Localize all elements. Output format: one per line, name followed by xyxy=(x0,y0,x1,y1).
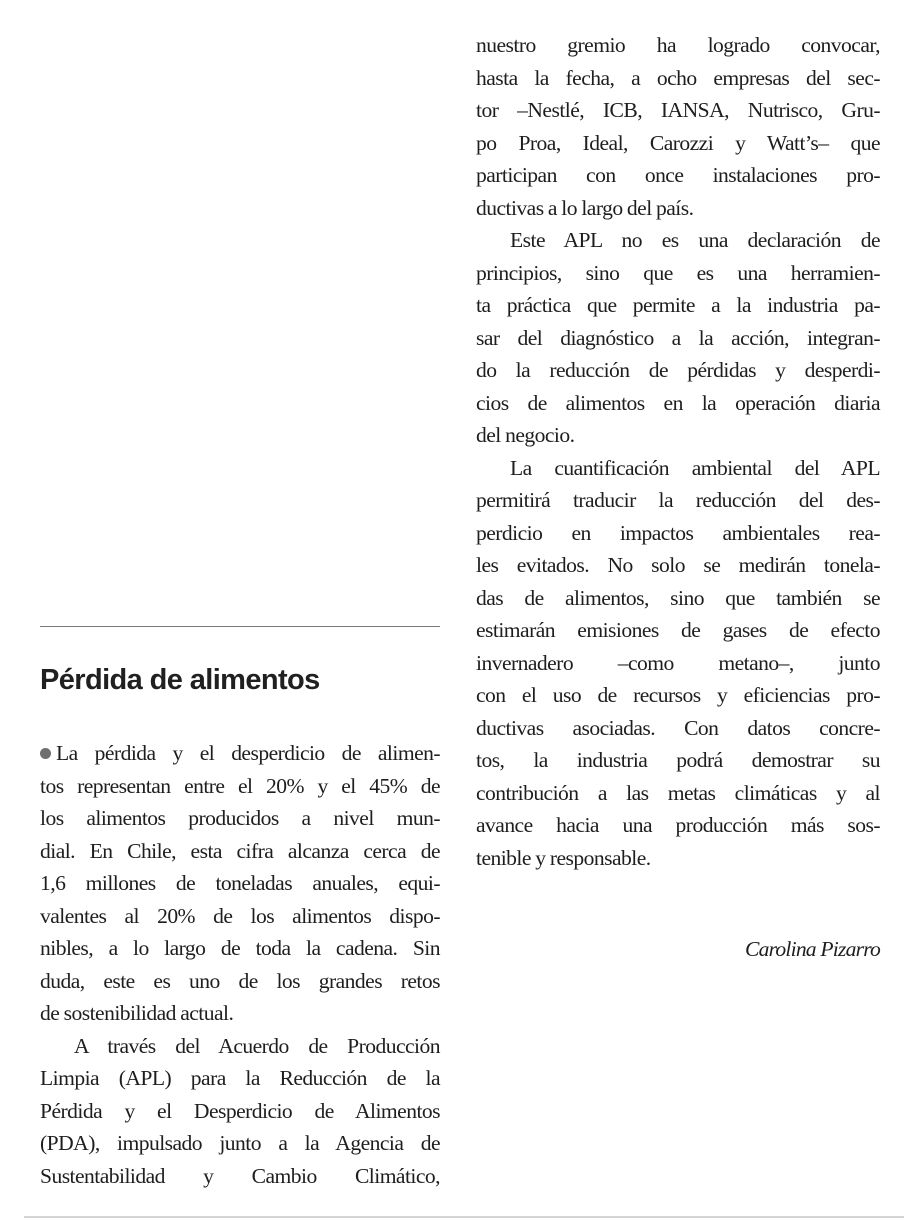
text-line: hasta la fecha, a ocho empresas del sec- xyxy=(476,65,880,90)
text-line: La pérdida y el desperdicio de alimen- xyxy=(40,737,440,770)
bullet-icon xyxy=(40,748,51,759)
text-line: les evitados. No solo se medirán tonela- xyxy=(476,553,880,577)
text-line: contribución a las metas climáticas y al xyxy=(476,780,880,805)
article-text xyxy=(476,29,880,874)
text-line: ta práctica que permite a la industria pa- xyxy=(476,293,880,317)
sidebar-divider xyxy=(40,626,440,627)
text-line: perdicio en impactos ambientales rea- xyxy=(476,520,880,545)
article-column xyxy=(476,0,880,1232)
text-line: nuestro gremio ha logrado convocar, xyxy=(476,33,880,57)
text-line: Este APL no es una declaración de xyxy=(510,228,880,252)
text-line: invernadero –como metano–, junto xyxy=(476,650,880,675)
text-line: tos representan entre el 20% y el 45% de xyxy=(40,773,440,798)
text-line: tos, la industria podrá demostrar su xyxy=(476,748,880,772)
sidebar-text xyxy=(40,737,440,1192)
text-line: Sustentabilidad y Cambio Climático, xyxy=(40,1163,440,1188)
text-line: ductivas a lo largo del país. xyxy=(476,195,694,220)
text-line: permitirá traducir la reducción del des- xyxy=(476,488,880,512)
text-line: do la reducción de pérdidas y desperdi- xyxy=(476,358,880,382)
text-line: sar del diagnóstico a la acción, integran- xyxy=(476,325,880,350)
text-line: duda, este es uno de los grandes retos xyxy=(40,968,440,993)
sidebar-heading: Pérdida de alimentos xyxy=(40,664,320,696)
text-line: La cuantificación ambiental del APL xyxy=(510,455,880,480)
text-line: tor –Nestlé, ICB, IANSA, Nutrisco, Gru- xyxy=(476,98,880,122)
text-line: das de alimentos, sino que también se xyxy=(476,585,880,610)
text-line: Limpia (APL) para la Reducción de la xyxy=(40,1066,440,1090)
text-line: po Proa, Ideal, Carozzi y Watt’s– que xyxy=(476,130,880,155)
text-line: cios de alimentos en la operación diaria xyxy=(476,390,880,415)
text-line: de sostenibilidad actual. xyxy=(40,1001,234,1025)
text-line: Pérdida y el Desperdicio de Alimentos xyxy=(40,1098,440,1123)
text-line: participan con once instalaciones pro- xyxy=(476,163,880,187)
text-line: (PDA), impulsado junto a la Agencia de xyxy=(40,1131,440,1155)
text-line: dial. En Chile, esta cifra alcanza cerca de xyxy=(40,838,440,863)
text-line: con el uso de recursos y eficiencias pro- xyxy=(476,683,880,707)
text-line: del negocio. xyxy=(476,423,575,447)
text-line: los alimentos producidos a nivel mun- xyxy=(40,806,440,830)
text-line: tenible y responsable. xyxy=(476,845,651,870)
page-bottom-divider xyxy=(24,1216,904,1218)
text-line: valentes al 20% de los alimentos dispo- xyxy=(40,903,440,928)
text-line: ductivas asociadas. Con datos concre- xyxy=(476,715,880,740)
text-line: A través del Acuerdo de Producción xyxy=(74,1033,440,1058)
author-signature: Carolina Pizarro xyxy=(745,937,880,961)
text-line: avance hacia una producción más sos- xyxy=(476,813,880,837)
sidebar-box xyxy=(40,0,440,1232)
text-line: principios, sino que es una herramien- xyxy=(476,260,880,285)
text-line: nibles, a lo largo de toda la cadena. Sin xyxy=(40,936,440,960)
text-line: 1,6 millones de toneladas anuales, equi- xyxy=(40,871,440,895)
text-line: estimarán emisiones de gases de efecto xyxy=(476,618,880,642)
